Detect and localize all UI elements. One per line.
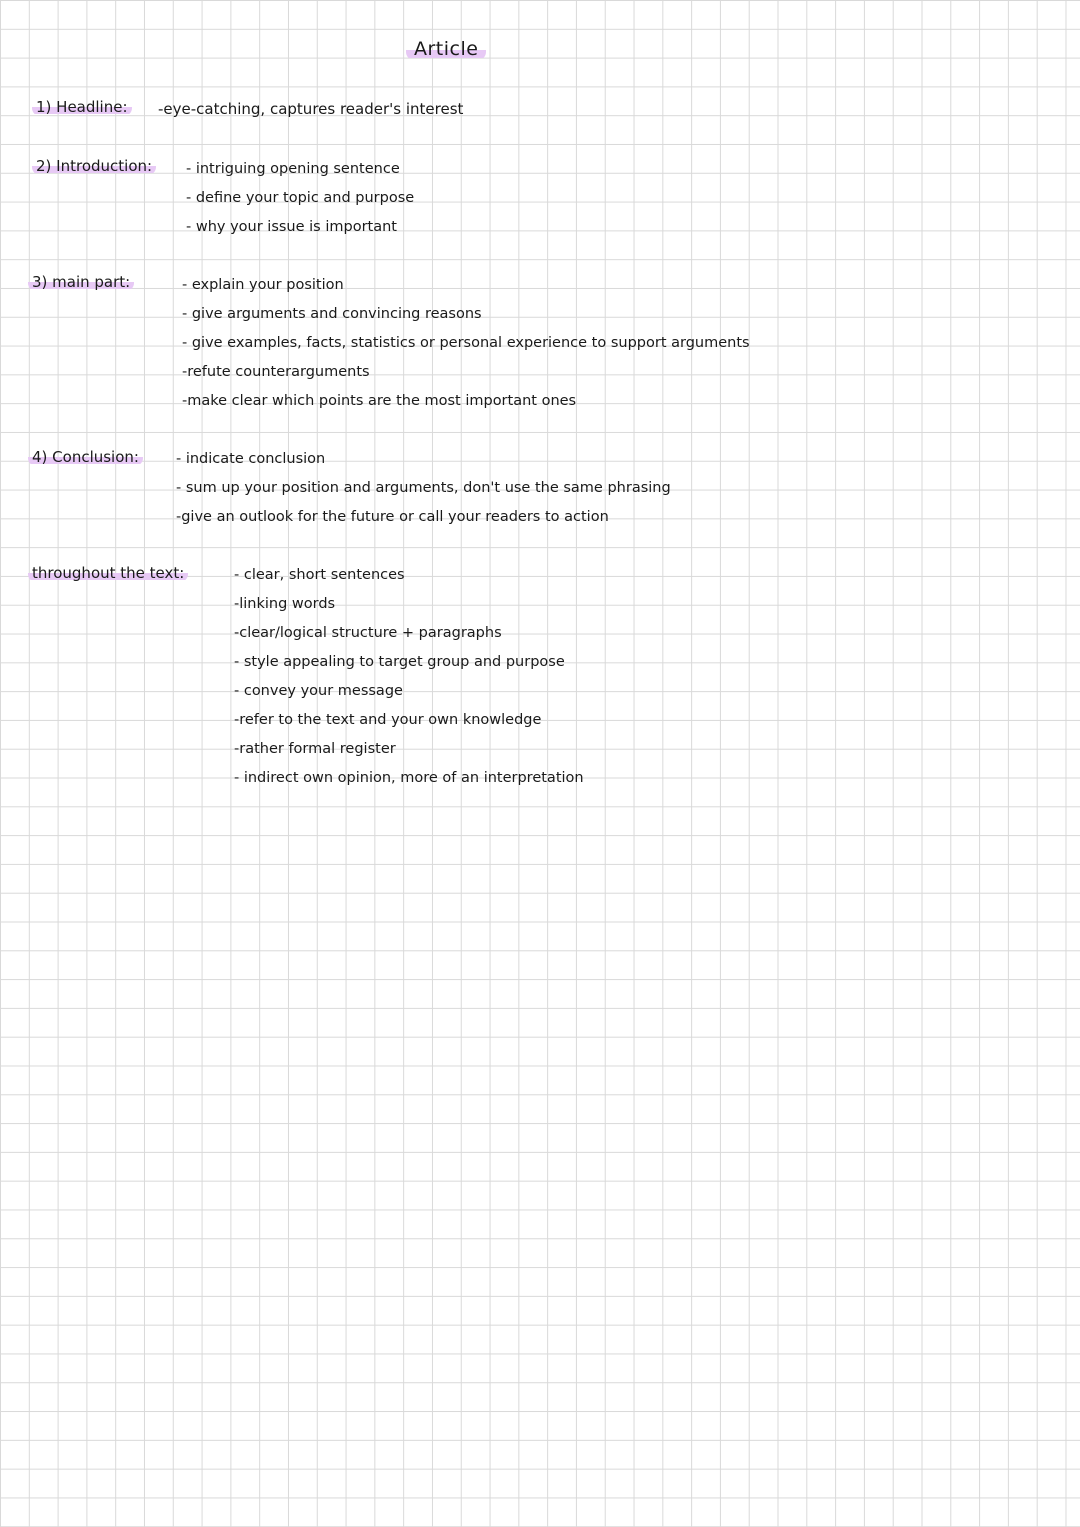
- list-item: - give arguments and convincing reasons: [182, 306, 482, 322]
- list-item: -make clear which points are the most important ones: [182, 393, 577, 409]
- list-item: -refer to the text and your own knowledge: [234, 712, 542, 728]
- list-item: - indicate conclusion: [176, 451, 326, 467]
- list-item: -give an outlook for the future or call your readers to action: [176, 509, 609, 525]
- section-label-headline: 1) Headline:: [32, 98, 132, 116]
- conclusion-bullet-list: [176, 445, 671, 532]
- list-item: -rather formal register: [234, 741, 396, 757]
- section-label-conclusion: 4) Conclusion:: [28, 448, 143, 466]
- list-item: - define your topic and purpose: [186, 190, 415, 206]
- list-item: - clear, short sentences: [234, 567, 405, 583]
- list-item: - indirect own opinion, more of an interpretation: [234, 770, 584, 786]
- list-item: - convey your message: [234, 683, 403, 699]
- list-item: - explain your position: [182, 277, 344, 293]
- list-item: -clear/logical structure + paragraphs: [234, 625, 502, 641]
- list-item: - intriguing opening sentence: [186, 161, 400, 177]
- section-label-main-part: 3) main part:: [28, 273, 134, 291]
- list-item: -linking words: [234, 596, 336, 612]
- main-part-bullet-list: [182, 271, 750, 416]
- headline-description: -eye-catching, captures reader's interest: [158, 100, 464, 118]
- section-label-introduction: 2) Introduction:: [32, 157, 156, 175]
- list-item: - sum up your position and arguments, don't use the same phrasing: [176, 480, 671, 496]
- introduction-bullet-list: [186, 155, 414, 242]
- throughout-bullet-list: [234, 561, 584, 793]
- section-label-throughout-the-text: throughout the text:: [28, 564, 188, 582]
- list-item: - give examples, facts, statistics or personal experience to support arguments: [182, 335, 750, 351]
- list-item: - why your issue is important: [186, 219, 397, 235]
- list-item: -refute counterarguments: [182, 364, 370, 380]
- page-title: Article: [406, 38, 486, 60]
- list-item: - style appealing to target group and purpose: [234, 654, 565, 670]
